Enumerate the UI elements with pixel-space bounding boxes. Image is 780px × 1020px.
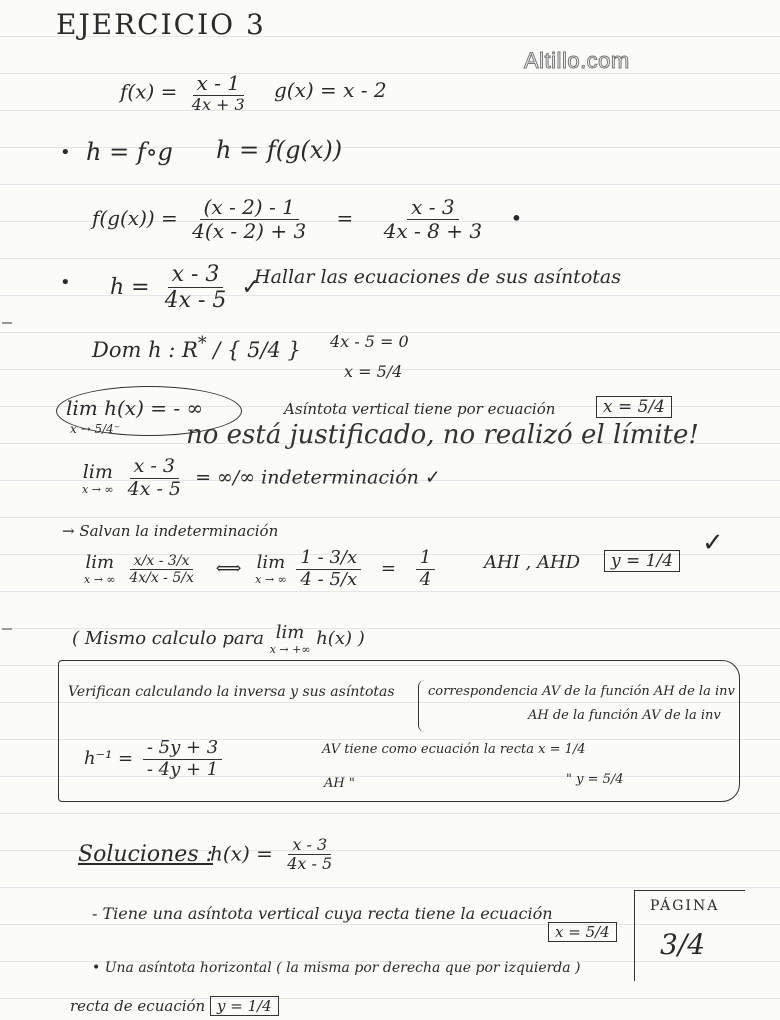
infinity-limit-fraction [124, 456, 185, 501]
solution-h [210, 836, 340, 874]
fg-fraction-2 [380, 196, 486, 243]
domain-set: / { 5/4 } [213, 338, 301, 362]
fg-denominator-2: 4x - 8 + 3 [383, 219, 483, 243]
divided-denominator: 4x/x - 5/x [129, 569, 194, 586]
infinity-limit [82, 456, 441, 501]
inverse-fraction [143, 738, 222, 780]
indeterminate-form: = ∞/∞ indeterminación [195, 466, 419, 489]
divided-fraction [125, 553, 198, 586]
infinity-limit-denominator: 4x - 5 [127, 477, 182, 500]
limit-result-numerator: 1 [416, 548, 435, 570]
page-label: PÁGINA [650, 898, 720, 914]
bullet: • [60, 142, 71, 163]
lim-subscript: x → ∞ [84, 573, 116, 587]
lim-subscript: x → ∞ [82, 482, 114, 496]
limit-result [416, 548, 435, 590]
solution-numerator: x - 3 [288, 836, 331, 855]
domain-label: Dom h : R [92, 338, 198, 362]
lim-subscript: x → ∞ [255, 573, 287, 587]
lim-label: lim [275, 622, 305, 643]
solutions-label: Soluciones : [78, 842, 214, 867]
check-mark: ✓ [424, 466, 441, 489]
vertical-limit-subscript: x → 5/4⁻ [70, 422, 121, 436]
fg-numerator-1: (x - 2) - 1 [200, 196, 299, 220]
solution-horizontal: • Una asíntota horizontal ( la misma por derecha que por izquierda ) [92, 960, 581, 976]
task-statement: Hallar las ecuaciones de sus asíntotas [254, 266, 621, 288]
simplified-numerator: 1 - 3/x [296, 548, 361, 570]
verification-bracket [58, 660, 740, 802]
h-numerator: x - 3 [168, 262, 224, 288]
lim-block [84, 552, 116, 586]
same-calc-text: ( Mismo calculo para [72, 628, 264, 649]
vertical-limit: lim h(x) = - ∞ [66, 396, 204, 420]
fg-lhs: f(g(x)) = [92, 206, 178, 230]
h-fraction [161, 262, 231, 314]
solution-horizontal-box: y = 1/4 [210, 996, 279, 1016]
bullet: • [60, 272, 71, 293]
lim-block [255, 552, 287, 586]
inverse-function [84, 738, 226, 780]
composition-h: h = f∘g [86, 138, 173, 166]
simplified-fraction [296, 548, 361, 590]
vertical-asymptote-box: x = 5/4 [596, 396, 672, 418]
infinity-limit-numerator: x - 3 [130, 456, 179, 479]
domain-equation-2: x = 5/4 [344, 362, 403, 381]
lim-label: lim [82, 460, 113, 483]
correspondence-line-1: correspondencia AV de la función AH de la inv [428, 684, 735, 699]
correspondence-line-2: AH de la función AV de la inv [528, 708, 721, 723]
inverse-denominator: - 4y + 1 [146, 758, 219, 780]
composition-computation [92, 196, 522, 243]
verification-text: Verifican calculando la inversa y sus asíntotas [68, 684, 395, 700]
divided-numerator: x/x - 3/x [130, 553, 194, 570]
resolve-indeterminacy: → Salvan la indeterminación [62, 522, 279, 540]
page-number: 3/4 [660, 928, 706, 961]
solution-horizontal-line [70, 996, 279, 1016]
h-lhs: h = [110, 274, 150, 300]
dot: • [510, 206, 523, 230]
solution-lhs: h(x) = [210, 841, 273, 866]
fg-numerator-2: x - 3 [407, 196, 458, 220]
domain-equation-1: 4x - 5 = 0 [330, 332, 409, 351]
same-calc-note [72, 622, 365, 656]
check-mark: ✓ [241, 274, 260, 300]
vertical-asymptote-text: Asíntota vertical tiene por ecuación [284, 400, 556, 418]
function-f-definition [120, 72, 253, 114]
inverse-numerator: - 5y + 3 [143, 738, 222, 760]
f-denominator: 4x + 3 [191, 95, 245, 114]
exercise-title: EJERCICIO 3 [56, 8, 266, 41]
inverse-lhs: h⁻¹ = [84, 748, 134, 770]
inverse-av: AV tiene como ecuación la recta x = 1/4 [322, 742, 586, 757]
f-lhs: f(x) = [120, 79, 178, 104]
function-g-definition: g(x) = x - 2 [274, 78, 387, 102]
equals-sign: = [380, 558, 396, 580]
fg-denominator-1: 4(x - 2) + 3 [192, 219, 307, 243]
h-definition [110, 262, 260, 314]
h-denominator: 4x - 5 [164, 288, 227, 314]
lim-label: lim [85, 552, 115, 574]
margin-mark [2, 628, 12, 630]
simplified-denominator: 4 - 5/x [300, 568, 358, 590]
solution-horizontal-label: recta de ecuación [70, 997, 206, 1015]
solution-vertical: - Tiene una asíntota vertical cuya recta tiene la ecuación [92, 904, 553, 923]
check-mark: ✓ [702, 528, 724, 558]
f-numerator: x - 1 [193, 72, 244, 96]
equivalence-arrow: ⟺ [215, 558, 242, 580]
lim-label: lim [256, 552, 286, 574]
domain-superscript: * [197, 334, 207, 354]
correspondence-brace [418, 680, 425, 732]
domain-h [92, 334, 301, 362]
teacher-comment: no está justificado, no realizó el límite! [186, 420, 699, 450]
solution-vertical-box: x = 5/4 [548, 922, 617, 942]
inverse-ah: AH " [324, 776, 355, 791]
horizontal-limit [84, 548, 439, 590]
solution-denominator: 4x - 5 [287, 854, 333, 874]
f-fraction [188, 72, 249, 114]
horizontal-asymptote-text: AHI , AHD [484, 552, 581, 573]
inverse-ah-value: " y = 5/4 [566, 772, 624, 787]
lim-subscript: x → +∞ [269, 643, 311, 656]
solution-fraction [283, 836, 336, 874]
composition-h-expanded: h = f(g(x)) [216, 136, 343, 164]
equals-sign: = [336, 206, 354, 230]
horizontal-asymptote-box: y = 1/4 [604, 550, 680, 572]
margin-mark [2, 322, 12, 324]
watermark: Altillo.com [524, 48, 630, 73]
lim-block [270, 622, 311, 656]
fg-fraction-1 [188, 196, 310, 243]
limit-result-denominator: 4 [419, 568, 432, 590]
same-calc-end: h(x) ) [316, 628, 365, 649]
lim-block [82, 461, 114, 496]
